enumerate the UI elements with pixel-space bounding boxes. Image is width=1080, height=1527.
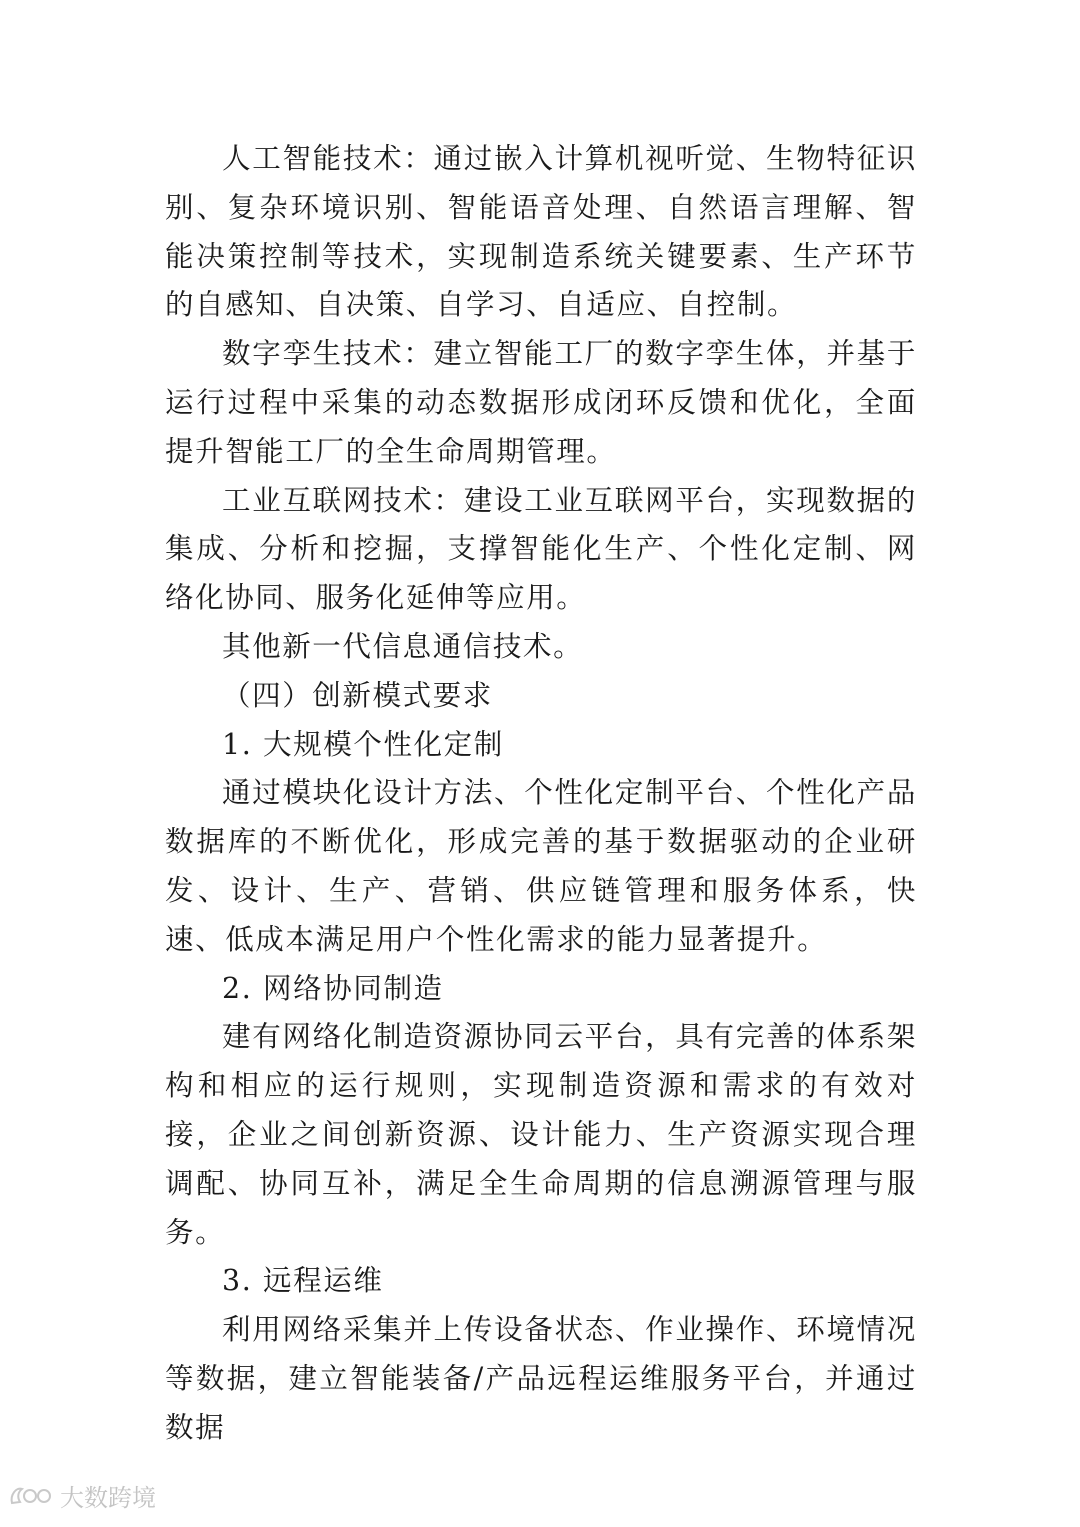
- paragraph-mass-customization: 通过模块化设计方法、个性化定制平台、个性化产品数据库的不断优化，形成完善的基于数据驱动的企业研发、设计、生产、营销、供应链管理和服务体系，快速、低成本满足用户个性化需求的能力显著提升。: [165, 776, 917, 956]
- subheading-mass-customization: 1. 大规模个性化定制: [222, 727, 504, 761]
- paragraph-digital-twin: 数字孪生技术：建立智能工厂的数字孪生体，并基于运行过程中采集的动态数据形成闭环反馈和优化，全面提升智能工厂的全生命周期管理。: [165, 337, 917, 468]
- paragraph-ai-technology: 人工智能技术：通过嵌入计算机视听觉、生物特征识别、复杂环境识别、智能语音处理、自然语言理解、智能决策控制等技术，实现制造系统关键要素、生产环节的自感知、自决策、自学习、自适应、自控制。: [165, 142, 917, 322]
- logo-icon: [8, 1483, 54, 1509]
- paragraph-network-collaboration: 建有网络化制造资源协同云平台，具有完善的体系架构和相应的运行规则，实现制造资源和需求的有效对接，企业之间创新资源、设计能力、生产资源实现合理调配、协同互补，满足全生命周期的信息溯源管理与服务。: [165, 1020, 917, 1249]
- paragraph-other-ict: 其他新一代信息通信技术。: [222, 629, 584, 663]
- document-body: [165, 135, 917, 1453]
- subheading-remote-operations: 3. 远程运维: [222, 1264, 384, 1298]
- section-heading-innovation-modes: （四）创新模式要求: [222, 678, 493, 712]
- watermark-text: 大数跨境: [60, 1484, 156, 1512]
- paragraph-remote-operations: 利用网络采集并上传设备状态、作业操作、环境情况等数据，建立智能装备/产品远程运维服务平台，并通过数据: [165, 1313, 917, 1444]
- watermark: [8, 1478, 156, 1513]
- subheading-network-collaboration: 2. 网络协同制造: [222, 971, 444, 1005]
- paragraph-industrial-internet: 工业互联网技术：建设工业互联网平台，实现数据的集成、分析和挖掘，支撑智能化生产、个性化定制、网络化协同、服务化延伸等应用。: [165, 483, 917, 615]
